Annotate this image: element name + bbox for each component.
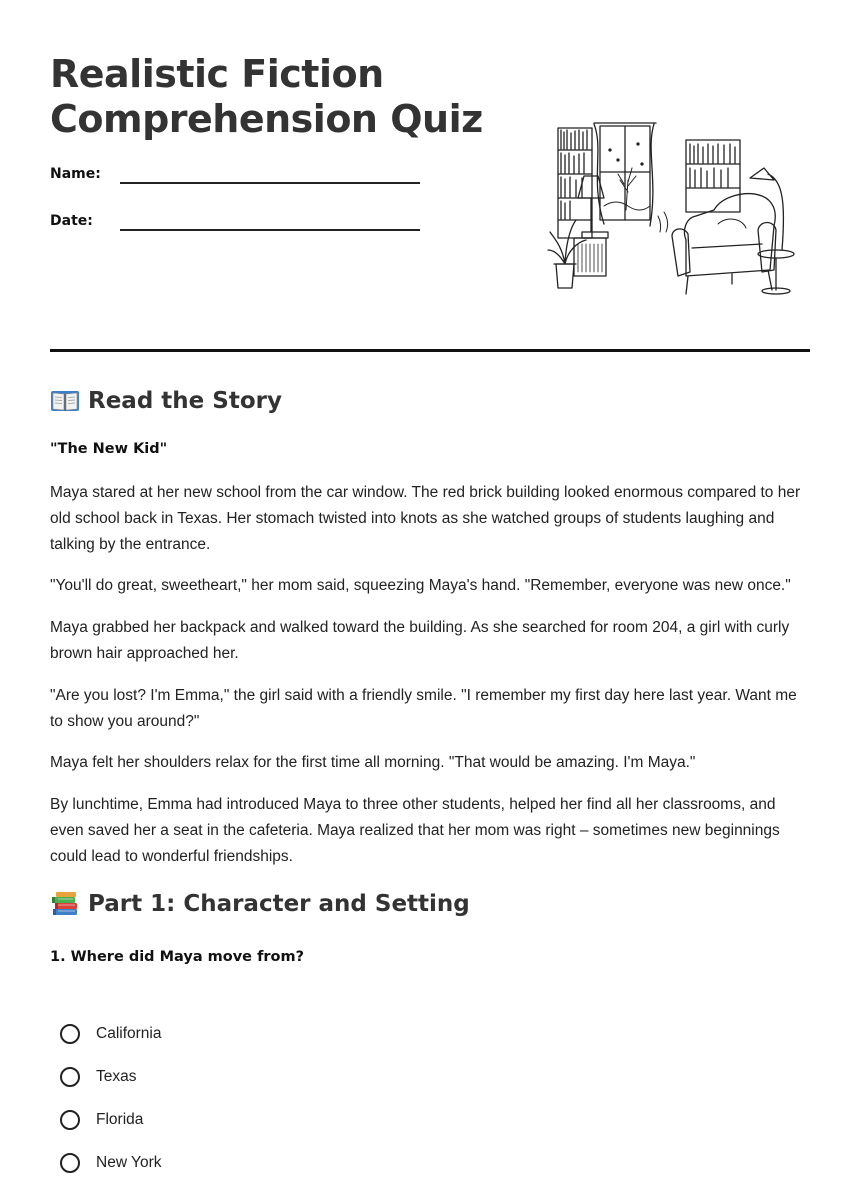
story-paragraph: Maya grabbed her backpack and walked toward the building. As she searched for room 204, a girl with curly brown hair approached her. — [50, 619, 790, 662]
story-body — [50, 480, 810, 886]
date-write-line[interactable] — [120, 229, 420, 231]
stack-of-books-icon — [50, 891, 80, 917]
potted-plant — [548, 220, 586, 288]
name-label: Name: — [50, 166, 101, 182]
option-label: Texas — [96, 1067, 137, 1085]
radio-button[interactable] — [60, 1153, 80, 1173]
date-label: Date: — [50, 213, 93, 229]
story-paragraph: "You'll do great, sweetheart," her mom said, squeezing Maya's hand. "Remember, everyone was new once." — [50, 577, 791, 595]
radio-button[interactable] — [60, 1067, 80, 1087]
option-florida[interactable] — [60, 1098, 161, 1141]
date-field[interactable] — [50, 213, 430, 243]
story-paragraph: Maya stared at her new school from the car window. The red brick building looked enormous compared to her old school back in Texas. Her stomach twisted into knots as she watched groups of students laughing and talking by the entrance. — [50, 484, 801, 553]
part1-title: Part 1: Character and Setting — [88, 891, 470, 917]
question-1-options — [60, 1012, 161, 1184]
armchair — [672, 194, 776, 294]
open-book-icon — [50, 388, 80, 414]
radio-button[interactable] — [60, 1110, 80, 1130]
right-bookshelf — [686, 140, 740, 212]
reading-room-illustration — [546, 120, 802, 298]
question-1: 1. Where did Maya move from? — [50, 949, 305, 965]
story-paragraph: By lunchtime, Emma had introduced Maya to three other students, helped her find all her classrooms, and even saved her a seat in the cafeteria. Maya realized that her mom was right – sometimes new beginnings could lead to wonderful friendships. — [50, 796, 780, 865]
option-california[interactable] — [60, 1012, 161, 1055]
title-line-1: Realistic Fiction — [50, 52, 384, 96]
story-paragraph: "Are you lost? I'm Emma," the girl said with a friendly smile. "I remember my first day here last year. Want me to show you around?" — [50, 686, 797, 730]
radio-button[interactable] — [60, 1024, 80, 1044]
name-field[interactable] — [50, 166, 430, 196]
read-section-title: Read the Story — [88, 388, 282, 414]
title-line-2: Comprehension Quiz — [50, 97, 483, 141]
option-new-york[interactable] — [60, 1141, 161, 1184]
name-write-line[interactable] — [120, 182, 420, 184]
floor-lamp — [750, 168, 794, 294]
header-divider — [50, 349, 810, 352]
part1-heading — [50, 891, 470, 917]
story-title: "The New Kid" — [50, 441, 168, 457]
option-label: Florida — [96, 1110, 144, 1128]
option-label: California — [96, 1024, 162, 1042]
page-title — [50, 52, 510, 142]
option-texas[interactable] — [60, 1055, 161, 1098]
story-paragraph: Maya felt her shoulders relax for the first time all morning. "That would be amazing. I'm Maya." — [50, 754, 696, 772]
option-label: New York — [96, 1153, 162, 1171]
wind-lines — [658, 212, 668, 232]
read-section-heading — [50, 388, 282, 414]
window — [594, 123, 656, 226]
